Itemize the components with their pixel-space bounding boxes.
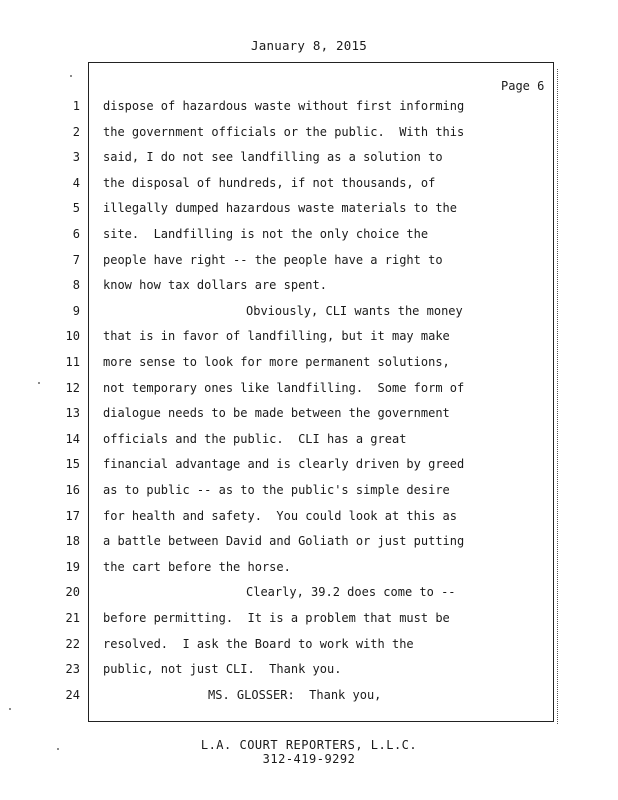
line-text: the cart before the horse.	[103, 559, 291, 574]
line-text: dialogue needs to be made between the government	[103, 406, 450, 421]
line-number: 24	[65, 687, 80, 702]
line-number: 15	[65, 457, 80, 472]
transcript-line	[0, 278, 618, 298]
line-text: Obviously, CLI wants the money	[246, 303, 463, 318]
transcript-line	[0, 509, 618, 529]
line-number: 23	[65, 662, 80, 677]
page-number: Page 6	[501, 79, 545, 93]
footer-company: L.A. COURT REPORTERS, L.L.C.	[200, 738, 418, 752]
line-text: that is in favor of landfilling, but it may make	[103, 329, 450, 344]
line-number: 4	[72, 175, 80, 190]
line-text: dispose of hazardous waste without first informing	[103, 99, 465, 113]
line-text: the disposal of hundreds, if not thousands, of	[103, 175, 436, 190]
transcript-line	[0, 662, 618, 682]
line-number: 13	[65, 406, 80, 421]
transcript-line	[0, 201, 618, 221]
line-text: not temporary ones like landfilling. Some form of	[103, 380, 465, 395]
line-number: 21	[65, 611, 80, 625]
line-text: before permitting. It is a problem that must be	[103, 611, 450, 625]
line-number: 5	[72, 201, 80, 216]
line-text: site. Landfilling is not the only choice the	[103, 227, 429, 241]
line-number: 20	[65, 585, 80, 600]
scan-speck	[9, 708, 11, 710]
line-number: 3	[72, 150, 80, 165]
line-number: 7	[72, 252, 80, 267]
line-text: public, not just CLI. Thank you.	[103, 662, 342, 677]
line-text: the government officials or the public. With this	[103, 124, 465, 139]
transcript-line	[0, 150, 618, 170]
transcript-line	[0, 304, 618, 324]
transcript-line	[0, 99, 618, 119]
line-text: MS. GLOSSER: Thank you,	[208, 687, 382, 702]
line-number: 16	[65, 483, 80, 497]
line-number: 9	[72, 303, 80, 318]
scan-speck	[38, 382, 40, 384]
transcript-line	[0, 585, 618, 605]
line-number: 14	[65, 431, 80, 446]
transcript-line	[0, 483, 618, 503]
line-text: more sense to look for more permanent solutions,	[103, 355, 450, 369]
transcript-line	[0, 381, 618, 401]
transcript-line	[0, 457, 618, 477]
line-text: illegally dumped hazardous waste materials to the	[103, 201, 458, 216]
header-date: January 8, 2015	[251, 38, 367, 53]
line-number: 2	[72, 124, 80, 139]
transcript-line	[0, 227, 618, 247]
line-number: 18	[65, 534, 80, 549]
transcript-line	[0, 432, 618, 452]
line-text: financial advantage and is clearly driven by greed	[103, 457, 465, 472]
line-text: resolved. I ask the Board to work with the	[103, 636, 414, 651]
line-number: 12	[65, 380, 80, 395]
transcript-line	[0, 637, 618, 657]
line-text: know how tax dollars are spent.	[103, 278, 327, 293]
line-text: a battle between David and Goliath or just putting	[103, 534, 465, 549]
transcript-line	[0, 611, 618, 631]
line-number: 10	[65, 329, 80, 344]
line-text: said, I do not see landfilling as a solution to	[103, 150, 443, 165]
scan-speck	[70, 75, 72, 77]
line-number: 1	[72, 99, 80, 113]
line-text: officials and the public. CLI has a great	[103, 431, 407, 446]
transcript-line	[0, 688, 618, 708]
transcript-line	[0, 406, 618, 426]
line-text: as to public -- as to the public's simple desire	[103, 483, 450, 497]
transcript-line	[0, 125, 618, 145]
scan-speck	[57, 748, 59, 750]
transcript-line	[0, 560, 618, 580]
line-number: 19	[65, 559, 80, 574]
transcript-line	[0, 355, 618, 375]
line-number: 6	[72, 227, 80, 241]
line-text: people have right -- the people have a right to	[103, 252, 443, 267]
transcript-line	[0, 329, 618, 349]
line-number: 22	[65, 636, 80, 651]
line-text: Clearly, 39.2 does come to --	[246, 585, 456, 600]
line-text: for health and safety. You could look at this as	[103, 508, 458, 523]
line-number: 17	[65, 508, 80, 523]
footer-phone: 312-419-9292	[262, 752, 356, 766]
transcript-line	[0, 253, 618, 273]
transcript-line	[0, 534, 618, 554]
line-number: 8	[72, 278, 80, 293]
transcript-line	[0, 176, 618, 196]
line-number: 11	[65, 355, 80, 369]
